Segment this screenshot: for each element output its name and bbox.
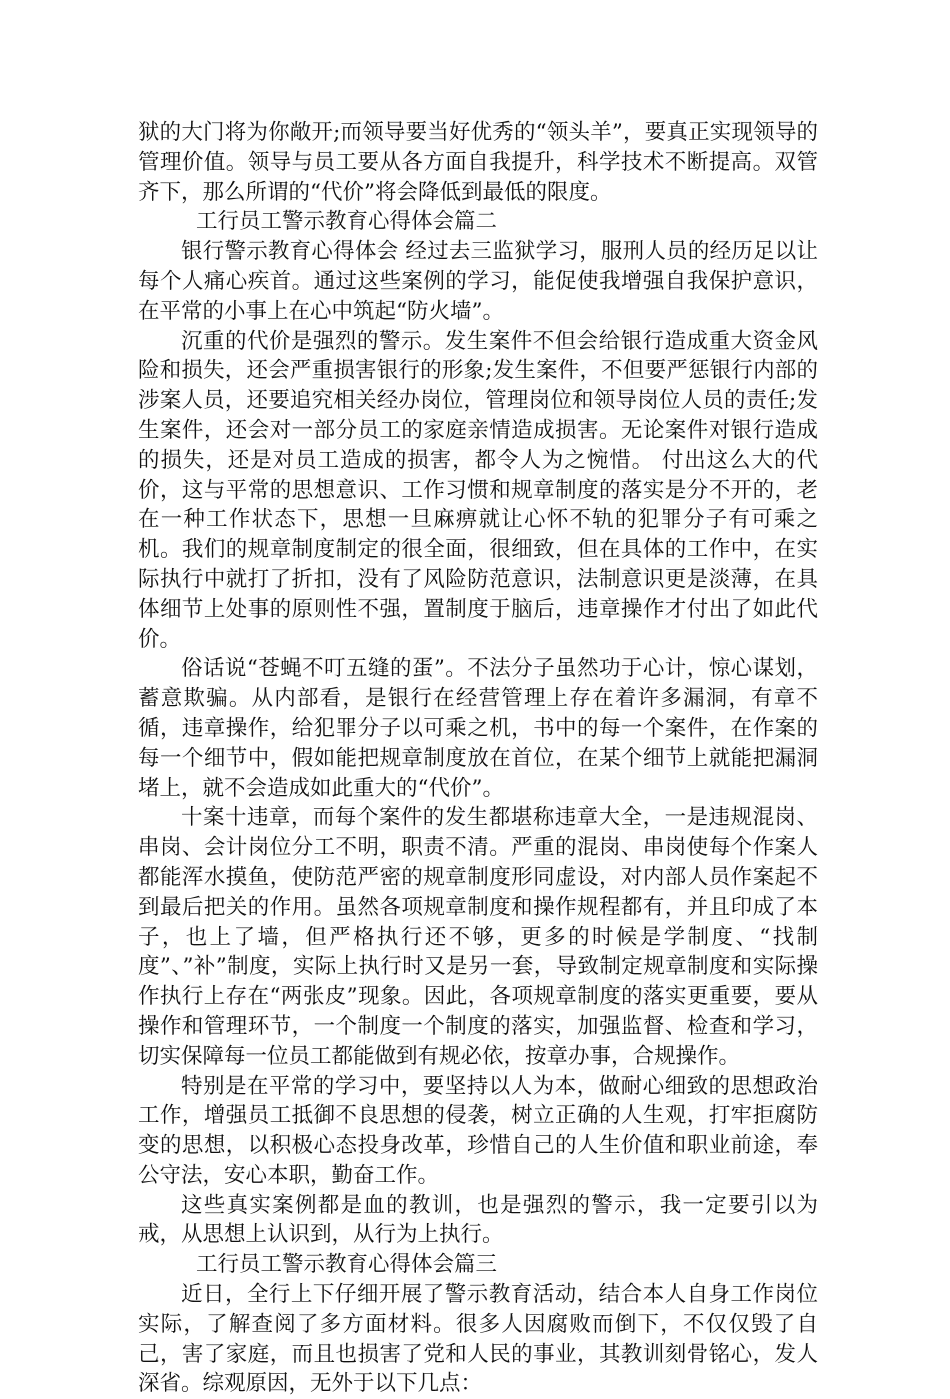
paragraph: 这些真实案例都是血的教训，也是强烈的警示，我一定要引以为戒，从思想上认识到，从行为上执行。 (138, 1192, 818, 1248)
paragraph: 十案十违章，而每个案件的发生都堪称违章大全，一是违规混岗、串岗、会计岗位分工不明，职责不清。严重的混岗、串岗使每个作案人都能浑水摸鱼，使防范严密的规章制度形同虚设，对内部人员作案起不到最后把关的作用。虽然各项规章制度和操作规程都有，并且印成了本子，也上了墙，但严格执行还不够，更多的时候是学制度、“找制度”、”补”制度，实际上执行时又是另一套，导致制定规章制度和实际操作执行上存在“两张皮”现象。因此，各项规章制度的落实更重要，要从操作和管理环节，一个制度一个制度的落实，加强监督、检查和学习，切实保障每一位员工都能做到有规必依，按章办事，合规操作。 (138, 805, 818, 1069)
section-heading-part-two: 工行员工警示教育心得体会篇二 (196, 209, 498, 235)
paragraph: 近日，全行上下仔细开展了警示教育活动，结合本人自身工作岗位实际，了解查阅了多方面材料。很多人因腐败而倒下，不仅仅毁了自己，害了家庭，而且也损害了党和人民的事业，其教训刻骨铭心，发人深省。综观原因，无外于以下几点： (138, 1282, 818, 1397)
section-heading-part-three: 工行员工警示教育心得体会篇三 (196, 1252, 498, 1278)
paragraph-continuation: 狱的大门将为你敞开;而领导要当好优秀的“领头羊”，要真正实现领导的管理价值。领导与员工要从各方面自我提升，科学技术不断提高。双管齐下，那么所谓的“代价”将会降低到最低的限度。 (138, 120, 818, 205)
paragraph: 沉重的代价是强烈的警示。发生案件不但会给银行造成重大资金风险和损失，还会严重损害银行的形象;发生案件，不但要严惩银行内部的涉案人员，还要追究相关经办岗位，管理岗位和领导岗位人员的责任;发生案件，还会对一部分员工的家庭亲情造成损害。无论案件对银行造成的损失，还是对员工造成的损害，都令人为之惋惜。 付出这么大的代价，这与平常的思想意识、工作习惯和规章制度的落实是分不开的，老在一种工作状态下，思想一旦麻痹就让心怀不轨的犯罪分子有可乘之机。我们的规章制度制定的很全面，很细致，但在具体的工作中，在实际执行中就打了折扣，没有了风险防范意识，法制意识更是淡薄，在具体细节上处事的原则性不强，置制度于脑后，违章操作才付出了如此代价。 (138, 328, 818, 652)
paragraph: 俗话说“苍蝇不叮五缝的蛋”。不法分子虽然功于心计，惊心谋划，蓄意欺骗。从内部看，是银行在经营管理上存在着许多漏洞，有章不循，违章操作，给犯罪分子以可乘之机，书中的每一个案件，在作案的每一个细节中，假如能把规章制度放在首位，在某个细节上就能把漏洞堵上，就不会造成如此重大的“代价”。 (138, 656, 818, 801)
document-body (138, 118, 818, 1399)
paragraph: 特别是在平常的学习中，要坚持以人为本，做耐心细致的思想政治工作，增强员工抵御不良思想的侵袭，树立正确的人生观，打牢拒腐防变的思想，以积极心态投身改革，珍惜自己的人生价值和职业前途，奉公守法，安心本职，勤奋工作。 (138, 1073, 818, 1188)
paragraph: 银行警示教育心得体会 经过去三监狱学习，服刑人员的经历足以让每个人痛心疾首。通过这些案例的学习，能促使我增强自我保护意识，在平常的小事上在心中筑起“防火墙”。 (138, 239, 818, 324)
